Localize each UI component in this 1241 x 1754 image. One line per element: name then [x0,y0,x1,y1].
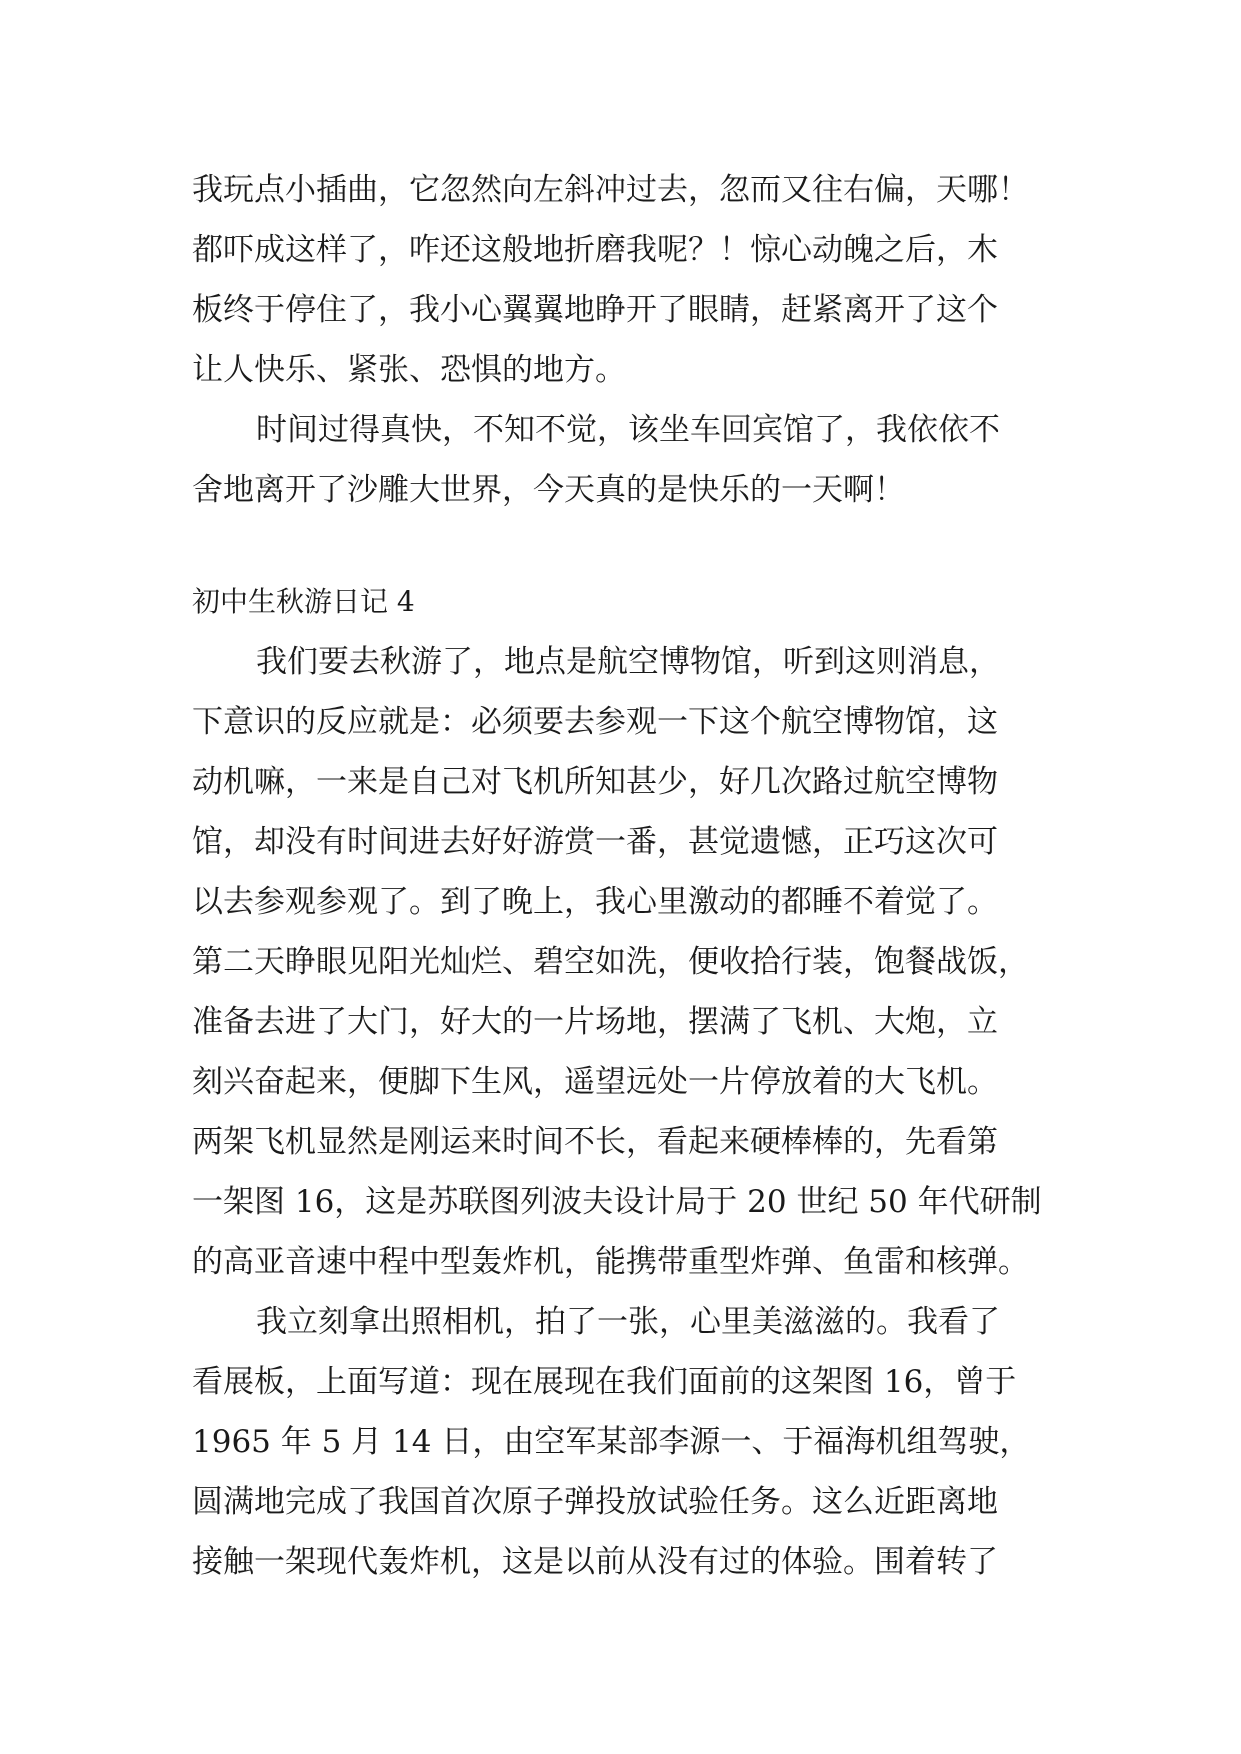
text-line: 刻兴奋起来，便脚下生风，遥望远处一片停放着的大飞机。 [192,1064,998,1100]
text-line: 我们要去秋游了，地点是航空博物馆，听到这则消息， [256,644,1000,680]
text-line: 以去参观参观了。到了晚上，我心里激动的都睡不着觉了。 [192,884,998,920]
text-line: 让人快乐、紧张、恐惧的地方。 [192,352,626,388]
document-body [192,160,1072,1592]
text-line: 准备去进了大门，好大的一片场地，摆满了飞机、大炮，立 [192,1004,998,1040]
text-line: 下意识的反应就是：必须要去参观一下这个航空博物馆，这 [192,704,998,740]
paragraph-continuation [192,160,1072,400]
text-line: 的高亚音速中程中型轰炸机，能携带重型炸弹、鱼雷和核弹。 [192,1244,1029,1280]
paragraph-2 [192,1292,1072,1592]
text-line: 我玩点小插曲，它忽然向左斜冲过去，忽而又往右偏，天哪！ [192,172,1029,208]
text-line: 圆满地完成了我国首次原子弹投放试验任务。这么近距离地 [192,1484,998,1520]
paragraph-closing [192,400,1072,520]
text-line: 都吓成这样了，咋还这般地折磨我呢？！惊心动魄之后，木 [192,232,998,268]
text-line: 时间过得真快，不知不觉，该坐车回宾馆了，我依依不 [256,412,1000,448]
text-line: 我立刻拿出照相机，拍了一张，心里美滋滋的。我看了 [256,1304,1000,1340]
text-line: 板终于停住了，我小心翼翼地睁开了眼睛，赶紧离开了这个 [192,292,998,328]
text-line: 两架飞机显然是刚运来时间不长，看起来硬棒棒的，先看第 [192,1124,998,1160]
section-heading: 初中生秋游日记 4 [192,585,415,618]
text-line: 1965 年 5 月 14 日，由空军某部李源一、于福海机组驾驶， [192,1424,1031,1460]
text-line: 第二天睁眼见阳光灿烂、碧空如洗，便收拾行装，饱餐战饭， [192,944,1029,980]
text-line: 看展板，上面写道：现在展现在我们面前的这架图 16，曾于 [192,1364,1017,1400]
text-line: 接触一架现代轰炸机，这是以前从没有过的体验。围着转了 [192,1544,998,1580]
text-line: 舍地离开了沙雕大世界，今天真的是快乐的一天啊！ [192,472,905,508]
paragraph-1 [192,632,1072,1292]
text-line: 馆，却没有时间进去好好游赏一番，甚觉遗憾，正巧这次可 [192,824,998,860]
text-line: 动机嘛，一来是自己对飞机所知甚少，好几次路过航空博物 [192,764,998,800]
text-line: 一架图 16，这是苏联图列波夫设计局于 20 世纪 50 年代研制 [192,1184,1042,1220]
spacer [192,520,1072,572]
